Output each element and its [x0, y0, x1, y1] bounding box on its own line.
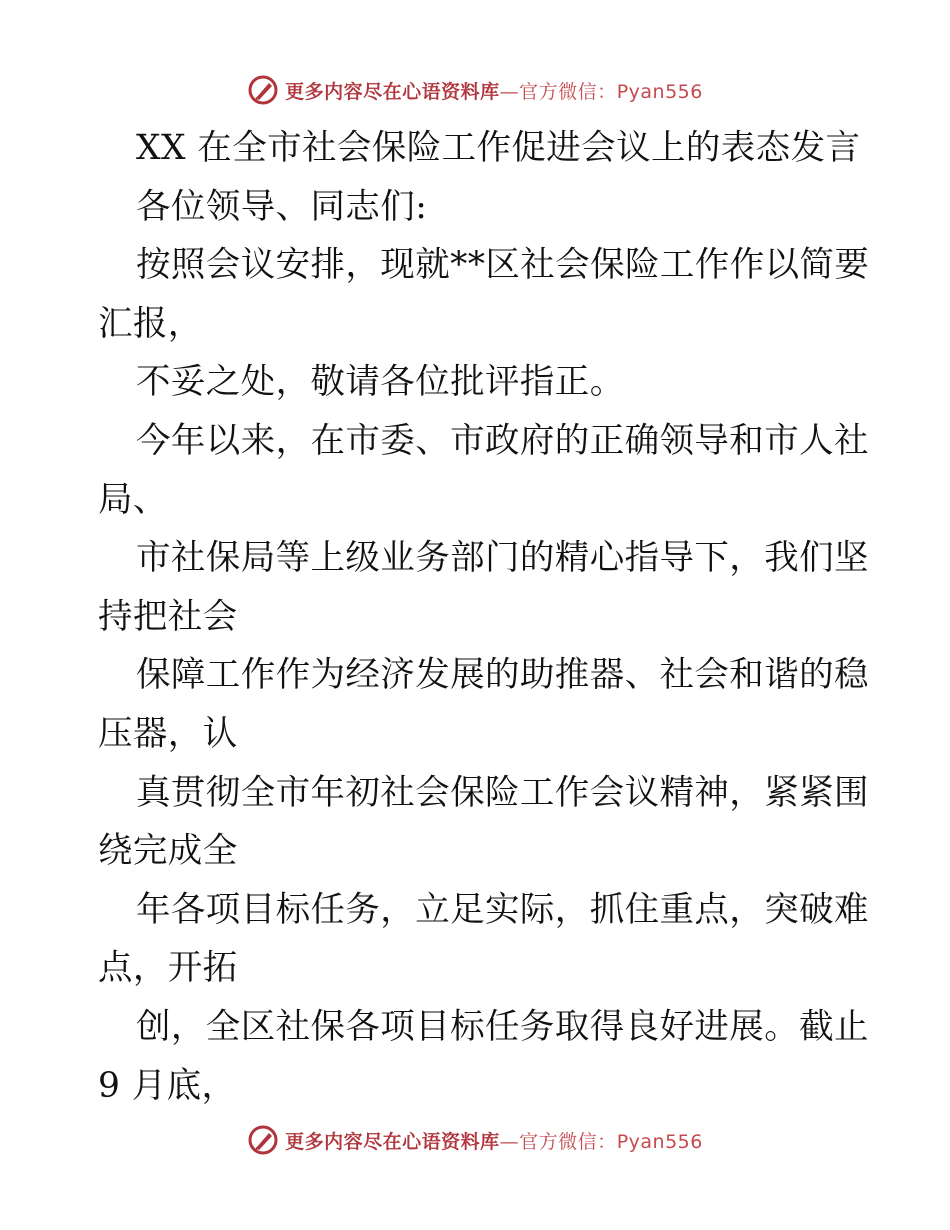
watermark-official-label: 官方微信： — [519, 80, 617, 103]
text-line: 创，全区社保各项目标任务取得良好进展。截止 — [136, 1006, 869, 1047]
quill-logo-icon — [247, 1124, 279, 1156]
document-body — [98, 119, 868, 1115]
quill-logo-icon — [247, 74, 279, 106]
watermark-text — [285, 1127, 703, 1154]
text-line: 持把社会 — [98, 596, 238, 637]
document-title: XX 在全市社会保险工作促进会议上的表态发言 — [136, 128, 861, 168]
text-line: 压器，认 — [98, 713, 238, 754]
watermark-separator: — — [499, 1130, 520, 1153]
watermark-brand: 更多内容尽在心语资料库 — [285, 80, 500, 103]
watermark-text — [285, 77, 703, 104]
watermark-wechat-id: Pyan556 — [616, 1130, 703, 1153]
text-line: 汇报， — [98, 303, 203, 344]
watermark-separator: — — [499, 80, 520, 103]
text-line: 绕完成全 — [98, 831, 238, 872]
text-line: 点，开拓 — [98, 948, 238, 989]
footer-watermark — [0, 1120, 950, 1160]
text-line: 市社保局等上级业务部门的精心指导下，我们坚 — [136, 538, 869, 579]
text-line: 按照会议安排，现就**区社会保险工作作以简要 — [136, 245, 870, 286]
text-line: 9 月底， — [98, 1065, 237, 1106]
salutation: 各位领导、同志们: — [136, 186, 428, 227]
text-line: 局、 — [98, 479, 168, 520]
watermark-brand: 更多内容尽在心语资料库 — [285, 1130, 500, 1153]
text-line: 年各项目标任务，立足实际，抓住重点，突破难 — [136, 889, 869, 930]
header-watermark — [0, 70, 950, 110]
watermark-official-label: 官方微信： — [519, 1130, 617, 1153]
text-line: 今年以来，在市委、市政府的正确领导和市人社 — [136, 420, 869, 461]
watermark-wechat-id: Pyan556 — [616, 80, 703, 103]
text-line: 不妥之处，敬请各位批评指正。 — [136, 362, 625, 403]
text-line: 保障工作作为经济发展的助推器、社会和谐的稳 — [136, 655, 869, 696]
text-line: 真贯彻全市年初社会保险工作会议精神，紧紧围 — [136, 772, 869, 813]
